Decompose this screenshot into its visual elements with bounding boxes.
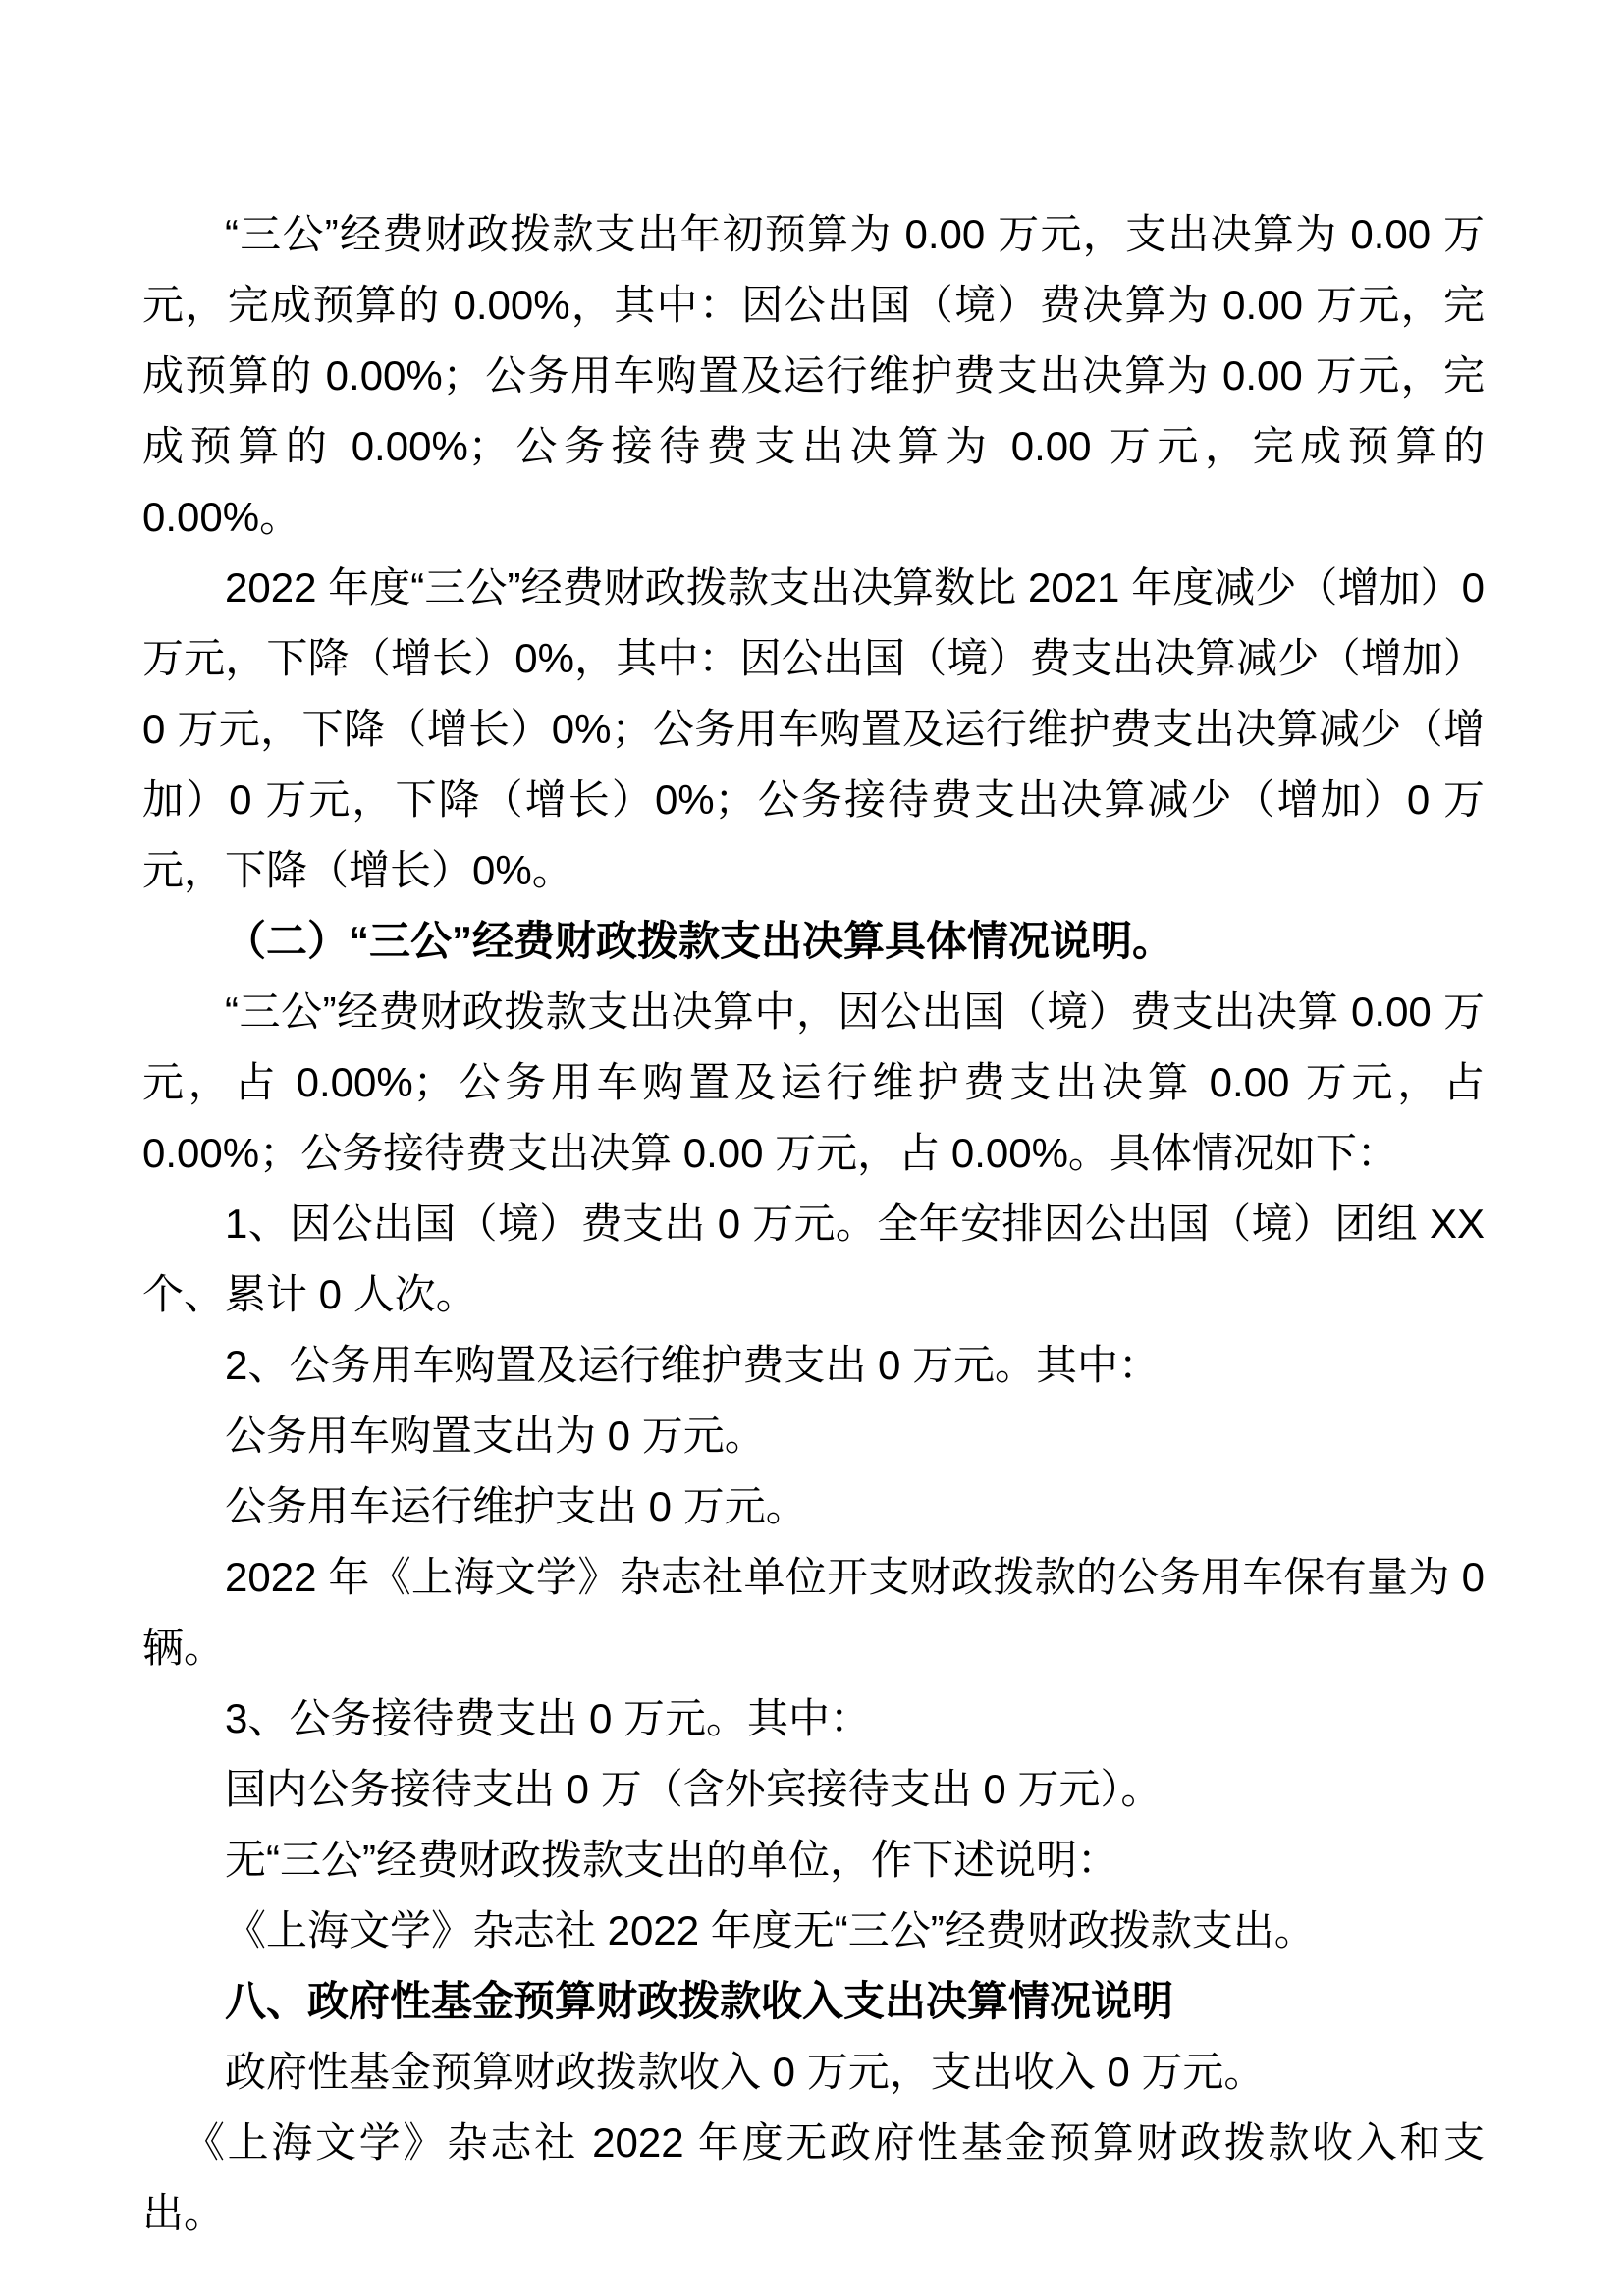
paragraph: “三公”经费财政拨款支出决算中，因公出国（境）费支出决算 0.00 万元，占 0.00%；公务用车购置及运行维护费支出决算 0.00 万元，占 0.00%；公务接待费支出决算 0.00 万元，占 0.00%。具体情况如下： <box>142 988 1485 1176</box>
section-heading: （二）“三公”经费财政拨款支出决算具体情况说明。 <box>225 918 1174 964</box>
paragraph: 2022 年度“三公”经费财政拨款支出决算数比 2021 年度减少（增加）0 万元，下降（增长）0%，其中：因公出国（境）费支出决算减少（增加）0 万元，下降（增长）0%；公务用车购置及运行维护费支出决算减少（增加）0 万元，下降（增长）0%；公务接待费支出决算减少（增加）0 万元，下降（增长）0%。 <box>142 564 1485 893</box>
paragraph: 公务用车运行维护支出 0 万元。 <box>225 1483 807 1529</box>
section-heading: 八、政府性基金预算财政拨款收入支出决算情况说明 <box>225 1978 1174 2024</box>
paragraph: 无“三公”经费财政拨款支出的单位，作下述说明： <box>225 1837 1118 1883</box>
document-body <box>142 199 1485 2249</box>
paragraph: 公务用车购置支出为 0 万元。 <box>225 1413 766 1459</box>
paragraph: 3、公务接待费支出 0 万元。其中： <box>225 1695 872 1741</box>
paragraph: 2022 年《上海文学》杂志社单位开支财政拨款的公务用车保有量为 0 辆。 <box>142 1554 1485 1671</box>
paragraph: 《上海文学》杂志社 2022 年度无“三公”经费财政拨款支出。 <box>225 1907 1316 1953</box>
paragraph: 1、因公出国（境）费支出 0 万元。全年安排因公出国（境）团组 XX 个、累计 0 人次。 <box>142 1201 1485 1317</box>
paragraph: 国内公务接待支出 0 万（含外宾接待支出 0 万元）。 <box>225 1766 1163 1812</box>
paragraph: “三公”经费财政拨款支出年初预算为 0.00 万元，支出决算为 0.00 万元，完成预算的 0.00%，其中：因公出国（境）费决算为 0.00 万元，完成预算的 0.00%；公务用车购置及运行维护费支出决算为 0.00 万元，完成预算的 0.00%；公务接待费支出决算为 0.00 万元，完成预算的 0.00%。 <box>142 211 1485 540</box>
paragraph: 政府性基金预算财政拨款收入 0 万元，支出收入 0 万元。 <box>225 2049 1266 2095</box>
paragraph: 《上海文学》杂志社 2022 年度无政府性基金预算财政拨款收入和支出。 <box>142 2119 1485 2236</box>
paragraph: 2、公务用车购置及运行维护费支出 0 万元。其中： <box>225 1342 1161 1388</box>
